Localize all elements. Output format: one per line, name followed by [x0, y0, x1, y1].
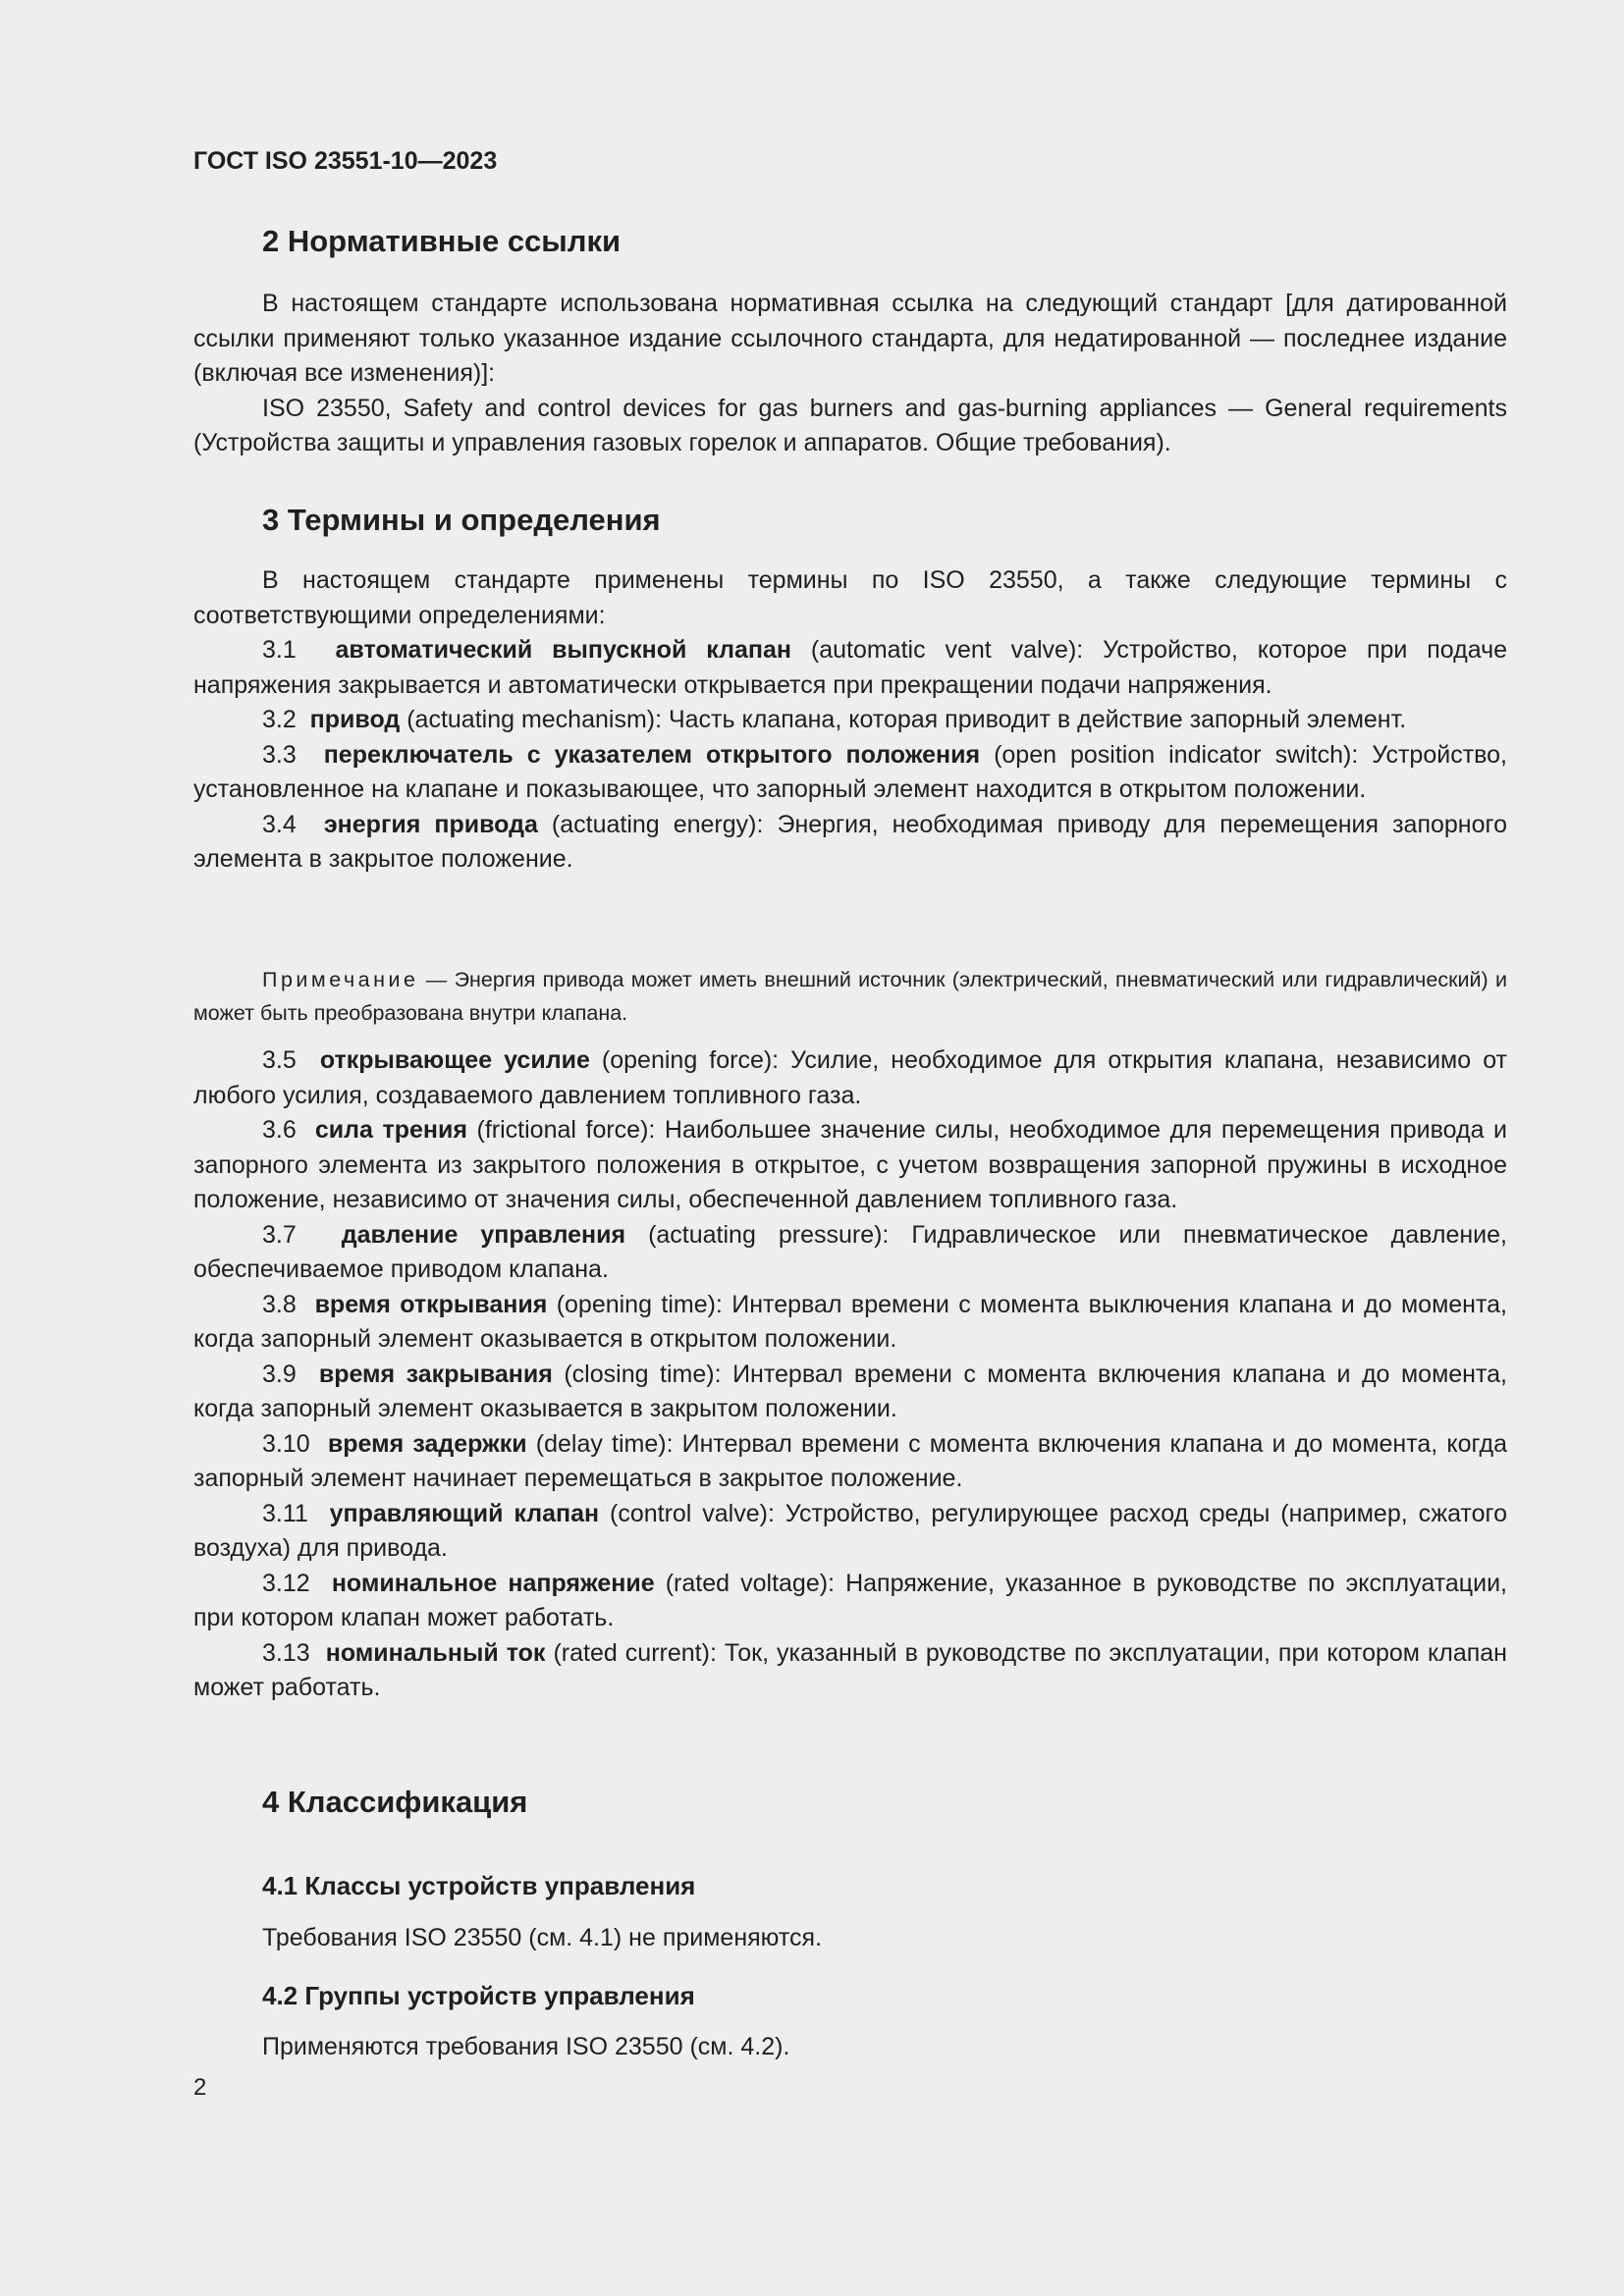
note: [193, 963, 1507, 1030]
term-entry: 3.9 время закрывания (closing time): Интервал времени с момента включения клапана и до момента, когда запорный элемент оказывается в закрытом положении.: [193, 1360, 1507, 1422]
paragraph: В настоящем стандарте применены термины по ISO 23550, а также следующие термины с соответствующими определениями:: [193, 566, 1507, 629]
term-name: сила трения: [314, 1116, 467, 1144]
term-entry: 3.12 номинальное напряжение (rated voltage): Напряжение, указанное в руководстве по эксплуатации, при котором клапан может работать.: [193, 1569, 1507, 1631]
term-entry: 3.11 управляющий клапан (control valve): Устройство, регулирующее расход среды (например, сжатого воздуха) для привода.: [193, 1499, 1507, 1562]
term-name: управляющий клапан: [329, 1499, 600, 1527]
term-name: автоматический выпускной клапан: [335, 636, 791, 664]
term-entry: 3.13 номинальный ток (rated current): Ток, указанный в руководстве по эксплуатации, при котором клапан может работать.: [193, 1638, 1507, 1701]
document-header: ГОСТ ISO 23551-10—2023: [193, 147, 498, 175]
term-entry: 3.5 открывающее усилие (opening force): Усилие, необходимое для открытия клапана, независимо от любого усилия, создаваемого давлением топливного газа.: [193, 1046, 1507, 1109]
term-name: время закрывания: [318, 1360, 553, 1388]
term-entry: 3.2 привод (actuating mechanism): Часть клапана, которая приводит в действие запорный элемент.: [262, 706, 1407, 733]
term-entry: 3.10 время задержки (delay time): Интервал времени с момента включения клапана и до момента, когда запорный элемент начинает перемещаться в закрытое положение.: [193, 1429, 1507, 1492]
section-4-title: 4 Классификация: [262, 1785, 528, 1819]
term-entry: 3.4 энергия привода (actuating energy): Энергия, необходимая приводу для перемещения запорного элемента в закрытое положение.: [193, 810, 1507, 873]
term-name: номинальное напряжение: [331, 1569, 655, 1597]
subsection-4-1-title: 4.1 Классы устройств управления: [262, 1871, 696, 1900]
paragraph: В настоящем стандарте использована нормативная ссылка на следующий стандарт [для датированной ссылки применяют только указанное издание ссылочного стандарта, для недатированной — последнее издание (включая все изменения)]:: [193, 290, 1507, 387]
term-entry: 3.3 переключатель с указателем открытого положения (open position indicator switch): Устройство, установленное на клапане и показывающее, что запорный элемент находится в открытом положении.: [193, 740, 1507, 803]
term-entry: 3.1 автоматический выпускной клапан (automatic vent valve): Устройство, которое при подаче напряжения закрывается и автоматически открывается при прекращении подачи напряжения.: [193, 636, 1508, 699]
note-text: — Энергия привода может иметь внешний источник (электрический, пневматический или гидравлический) и может быть преобразована внутри клапана.: [193, 968, 1507, 1025]
paragraph: ISO 23550, Safety and control devices for gas burners and gas-burning appliances — General requirements (Устройства защиты и управления газовых горелок и аппаратов. Общие требования).: [193, 394, 1507, 456]
term-name: энергия привода: [323, 810, 538, 838]
term-name: номинальный ток: [325, 1638, 546, 1667]
section-2-title: 2 Нормативные ссылки: [262, 224, 622, 258]
term-name: время открывания: [314, 1290, 548, 1318]
term-entry: 3.6 сила трения (frictional force): Наибольшее значение силы, необходимое для перемещения привода и запорного элемента из закрытого положения в открытое, с учетом возвращения запорной пружины в исходное положение, независимо от значения силы, обеспеченной давлением топливного газа.: [193, 1116, 1507, 1213]
page-number: 2: [193, 2074, 207, 2101]
subsection-4-2-title: 4.2 Группы устройств управления: [262, 1981, 695, 2010]
section-2-body: [193, 287, 1507, 461]
subsection-4-1-text: Требования ISO 23550 (см. 4.1) не применяются.: [262, 1924, 823, 1951]
note-label: Примечание: [262, 968, 419, 991]
section-3-body-b: [193, 1043, 1507, 1706]
term-name: время задержки: [327, 1429, 527, 1458]
subsection-4-2-text: Применяются требования ISO 23550 (см. 4.2).: [262, 2033, 790, 2060]
term-entry: 3.7 давление управления (actuating pressure): Гидравлическое или пневматическое давление, обеспечиваемое приводом клапана.: [193, 1220, 1507, 1283]
term-name: переключатель с указателем открытого положения: [323, 740, 981, 769]
term-name: открывающее усилие: [319, 1046, 590, 1074]
section-3-body-a: [193, 563, 1507, 878]
term-entry: 3.8 время открывания (opening time): Интервал времени с момента выключения клапана и до момента, когда запорный элемент оказывается в открытом положении.: [193, 1290, 1507, 1353]
term-name: привод: [309, 706, 401, 733]
section-3-title: 3 Термины и определения: [262, 503, 661, 537]
term-name: давление управления: [341, 1220, 626, 1249]
